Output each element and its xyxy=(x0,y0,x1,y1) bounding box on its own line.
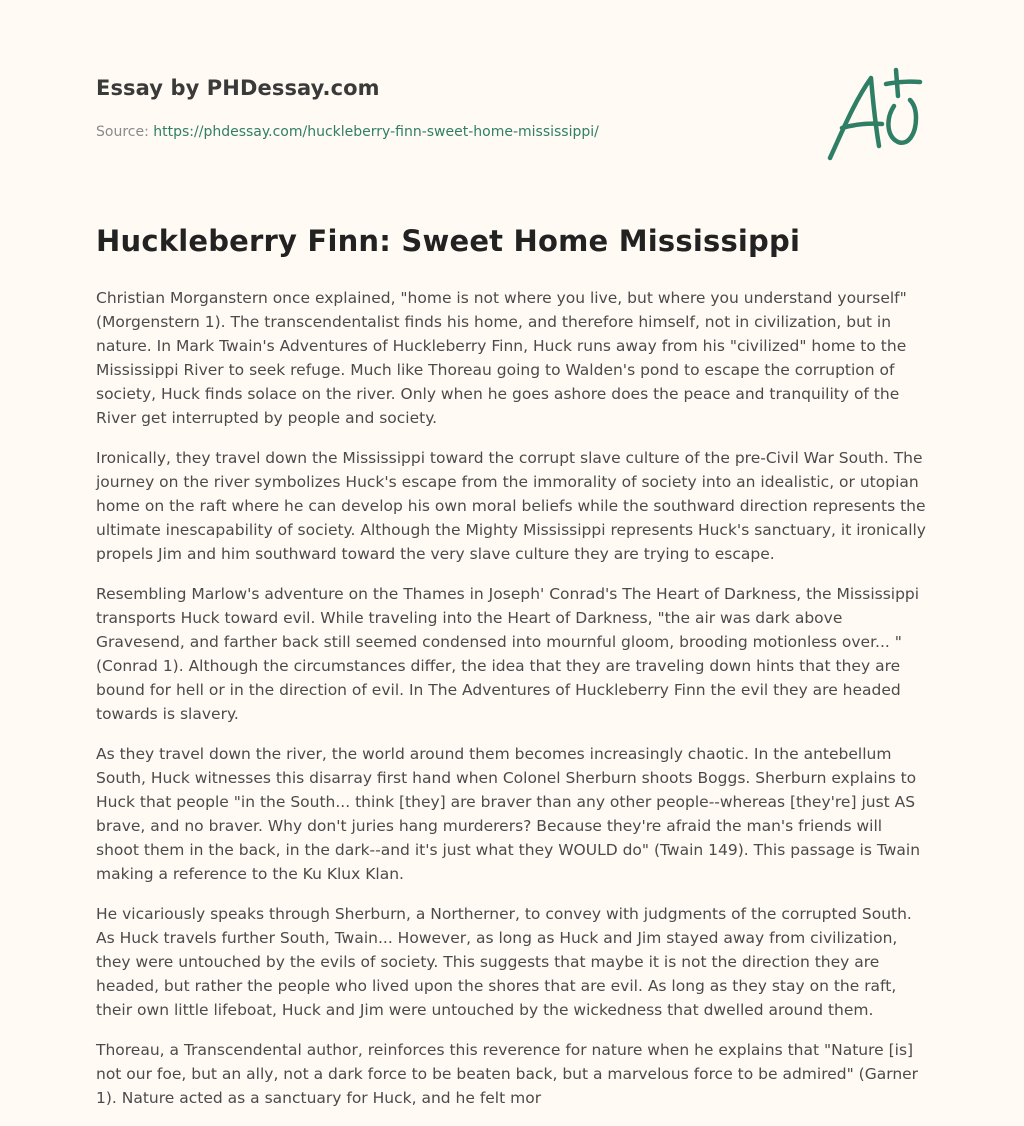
source-link[interactable]: https://phdessay.com/huckleberry-finn-sweet-home-mississippi/ xyxy=(153,124,599,140)
a-plus-logo-icon xyxy=(824,66,928,166)
essay-paragraph: As they travel down the river, the world around them becomes increasingly chaotic. In the antebellum South, Huck witnesses this disarray first hand when Colonel Sherburn shoots Boggs. Sherburn explains to Huck that people "in the South... think [they] are braver than any other people--whereas [they're] just AS brave, and no braver. Why don't juries hang murderers? Because they're afraid the man's friends will shoot them in the back, in the dark--and it's just what they WOULD do" (Twain 149). This passage is Twain making a reference to the Ku Klux Klan. xyxy=(96,745,921,883)
essay-paragraph: Thoreau, a Transcendental author, reinforces this reverence for nature when he explains that "Nature [is] not our foe, but an ally, not a dark force to be beaten back, but a marvelous force to be admired" (Garner 1). Nature acted as a sanctuary for Huck, and he felt mor xyxy=(96,1041,919,1107)
essay-paragraph: He vicariously speaks through Sherburn, a Northerner, to convey with judgments of the corrupted South. As Huck travels further South, Twain... However, as long as Huck and Jim stayed away from civilization, they were untouched by the evils of society. This suggests that maybe it is not the direction they are headed, but rather the people who lived upon the shores that are evil. As long as they stay on the raft, their own little lifeboat, Huck and Jim were untouched by the wickedness that dwelled around them. xyxy=(96,905,912,1019)
essay-paragraph: Resembling Marlow's adventure on the Thames in Joseph' Conrad's The Heart of Darkness, the Mississippi transports Huck toward evil. While traveling into the Heart of Darkness, "the air was dark above Gravesend, and farther back still seemed condensed into mournful gloom, brooding motionless over... " (Conrad 1). Although the circumstances differ, the idea that they are traveling down hints that they are bound for hell or in the direction of evil. In The Adventures of Huckleberry Finn the evil they are headed towards is slavery. xyxy=(96,585,920,723)
source-label: Source: xyxy=(96,124,149,140)
essay-paragraph: Christian Morganstern once explained, "home is not where you live, but where you understand yourself" (Morgenstern 1). The transcendentalist finds his home, and therefore himself, not in civilization, but in nature. In Mark Twain's Adventures of Huckleberry Finn, Huck runs away from his "civilized" home to the Mississippi River to seek refuge. Much like Thoreau going to Walden's pond to escape the corruption of society, Huck finds solace on the river. Only when he goes ashore does the peace and tranquility of the River get interrupted by people and society. xyxy=(96,289,907,427)
essay-paragraph: Ironically, they travel down the Mississippi toward the corrupt slave culture of the pre-Civil War South. The journey on the river symbolizes Huck's escape from the immorality of society into an idealistic, or utopian home on the raft where he can develop his own moral beliefs while the southward direction represents the ultimate inescapability of society. Although the Mighty Mississippi represents Huck's sanctuary, it ironically propels Jim and him southward toward the very slave culture they are trying to escape. xyxy=(96,449,926,563)
source-line xyxy=(96,124,599,140)
essay-title: Huckleberry Finn: Sweet Home Mississippi xyxy=(96,224,801,258)
essay-body xyxy=(96,286,928,1126)
site-title: Essay by PHDessay.com xyxy=(96,76,380,100)
